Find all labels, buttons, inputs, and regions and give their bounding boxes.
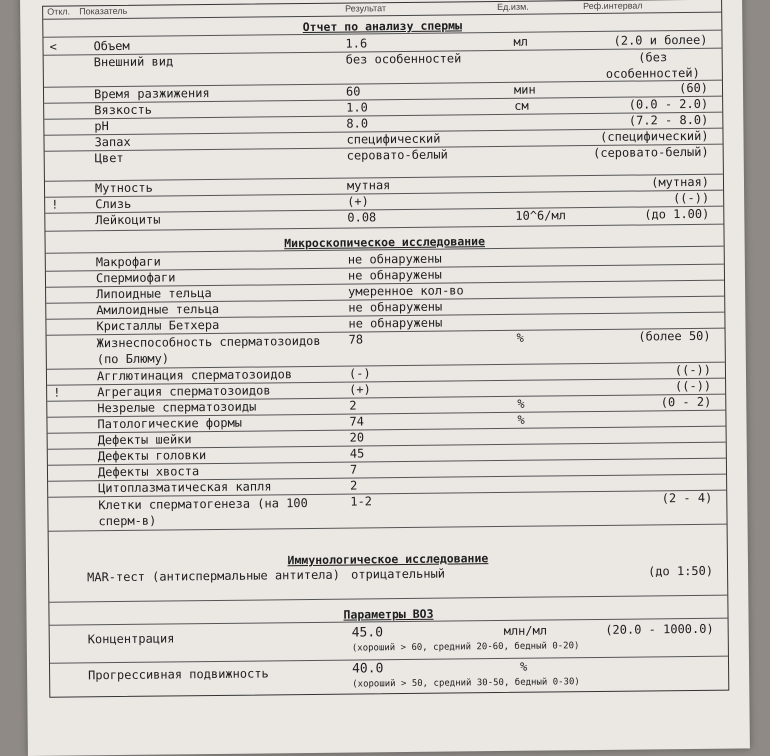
row-name: Цитоплазматическая капля	[98, 479, 272, 496]
lab-report-paper	[20, 0, 750, 756]
row-unit: %	[517, 412, 525, 427]
row-unit: мл	[513, 34, 529, 49]
row-result: 0.08	[347, 210, 377, 225]
section-immuno: Иммунологическое исследование	[287, 551, 489, 568]
row-ref: ((-))	[674, 378, 712, 394]
who-name: Концентрация	[87, 631, 175, 647]
row-result: 1-2	[350, 494, 373, 509]
row-name: Мутность	[94, 180, 153, 196]
row-result: не обнаружены	[348, 299, 443, 315]
row-result: умеренное кол-во	[348, 283, 464, 299]
row-name: Вязкость	[94, 102, 153, 118]
row-result: не обнаружены	[347, 267, 442, 283]
mar-row	[49, 563, 727, 603]
row-ref: (без особенностей)	[605, 50, 700, 81]
row-flag: !	[51, 197, 59, 212]
row-ref: (до 1.00)	[644, 206, 710, 222]
row-result: 7	[349, 462, 358, 477]
row-name: Дефекты головки	[97, 448, 207, 464]
row-name: Дефекты хвоста	[97, 464, 200, 480]
row-result: 60	[345, 84, 361, 99]
row-result: не обнаружены	[348, 315, 443, 331]
row-name: Липоидные тельца	[96, 286, 212, 302]
row-name: Агрегация сперматозоидов	[97, 383, 271, 400]
col-name: Показатель	[79, 5, 128, 17]
section-micro: Микроскопическое исследование	[284, 234, 486, 251]
row-result: 45	[349, 446, 365, 461]
row-result: специфический	[346, 131, 441, 147]
row-result: (+)	[347, 194, 369, 209]
row-ref: (мутная)	[651, 174, 710, 190]
col-result: Результат	[345, 3, 387, 14]
row-name: pH	[94, 119, 109, 134]
who-note: (хороший > 50, средний 30-50, бедный 0-30)	[352, 677, 580, 690]
row-flag: <	[49, 39, 57, 54]
who-unit: млн/мл	[503, 623, 548, 638]
row-result: 74	[349, 414, 365, 429]
row-result: 1.0	[346, 100, 368, 115]
row-ref: (более 50)	[638, 328, 711, 344]
table-row	[48, 490, 726, 532]
row-name: Агглютинация сперматозоидов	[96, 367, 293, 384]
section-semen: Отчет по анализу спермы	[302, 18, 463, 35]
col-flag: Откл.	[47, 6, 71, 17]
row-name: Слизь	[95, 196, 132, 212]
row-result: серовато-белый	[346, 147, 448, 163]
row-name: Амилоидные тельца	[96, 301, 220, 318]
mar-name: MAR-тест (антиспермальные антитела)	[87, 567, 341, 585]
mar-ref: (до 1:50)	[647, 563, 714, 579]
row-unit: мин	[513, 82, 536, 97]
report-table	[42, 0, 729, 698]
row-ref: (60)	[679, 80, 709, 96]
row-result: 2	[350, 478, 358, 493]
row-name: Время разжижения	[93, 86, 210, 102]
row-result: 78	[348, 332, 364, 347]
row-flag: !	[53, 385, 61, 400]
row-unit: %	[517, 396, 525, 411]
who-note: (хороший > 60, средний 20-60, бедный 0-20)	[351, 641, 580, 654]
row-ref: (0 - 2)	[660, 394, 712, 410]
row-result: без особенностей	[345, 51, 462, 67]
row-name: Объем	[93, 38, 130, 54]
row-name: Спермиофаги	[95, 270, 176, 286]
row-name: Внешний вид	[93, 54, 174, 70]
row-name: Жизнеспособность сперматозоидов (по Блюму)	[96, 333, 321, 367]
row-name: Макрофаги	[95, 254, 161, 270]
row-result: не обнаружены	[347, 251, 442, 267]
row-result: (-)	[348, 366, 371, 381]
row-result: (+)	[349, 382, 371, 397]
row-unit: 10^6/мл	[515, 208, 566, 223]
row-name: Дефекты шейки	[97, 432, 192, 448]
who-row-motility	[50, 656, 728, 697]
row-ref: (7.2 - 8.0)	[628, 112, 709, 128]
who-ref: (20.0 - 1000.0)	[605, 621, 714, 637]
who-name: Прогрессивная подвижность	[88, 666, 269, 683]
row-ref: (2.0 и более)	[613, 32, 708, 48]
row-ref: ((-))	[674, 362, 712, 378]
row-ref: (2 - 4)	[661, 490, 713, 506]
row-unit: см	[514, 98, 529, 113]
row-ref: (серовато-белый)	[593, 144, 709, 161]
row-ref: ((-))	[672, 190, 710, 206]
row-name: Кристаллы Бетхера	[96, 317, 220, 334]
who-result: 40.0	[351, 661, 384, 677]
row-name: Цвет	[94, 150, 124, 166]
row-name: Патологические формы	[97, 415, 243, 432]
mar-result: отрицательный	[351, 566, 446, 582]
col-unit: Ед.изм.	[497, 1, 529, 13]
row-ref: (специфический)	[600, 128, 709, 144]
row-name: Лейкоциты	[95, 212, 161, 228]
row-result: 1.6	[345, 36, 368, 51]
who-result: 45.0	[351, 625, 384, 641]
row-unit: %	[516, 330, 524, 345]
row-ref: (0.0 - 2.0)	[628, 96, 709, 112]
row-result: мутная	[346, 178, 391, 193]
col-ref: Реф.интервал	[583, 0, 643, 12]
section-who: Параметры ВОЗ	[343, 606, 434, 622]
row-result: 2	[349, 398, 357, 413]
row-result: 20	[349, 430, 365, 445]
row-name: Клетки сперматогенеза (на 100 сперм-в)	[98, 496, 308, 529]
row-name: Незрелые сперматозоиды	[97, 399, 257, 416]
who-unit: %	[519, 659, 528, 674]
row-name: Запах	[94, 134, 131, 150]
row-result: 8.0	[346, 116, 369, 131]
